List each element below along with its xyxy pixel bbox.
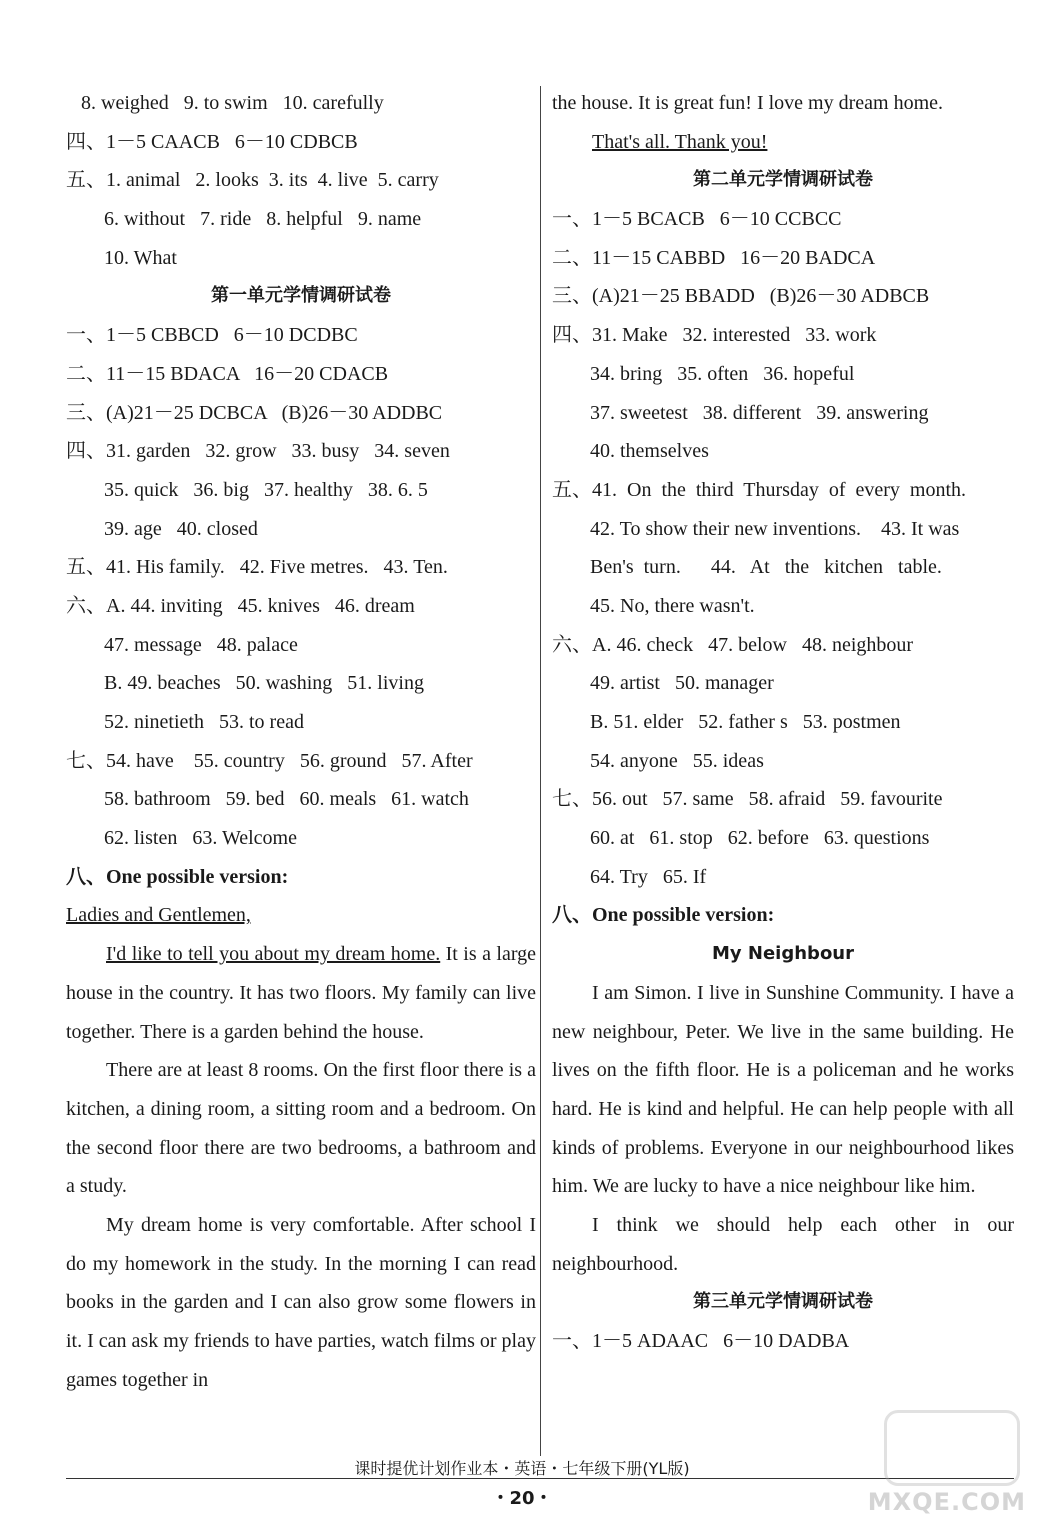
watermark-text: MXQE.COM [867,1488,1026,1516]
answer-line: 七、54. have 55. country 56. ground 57. After [66,749,473,772]
answer-line: 五、41. His family. 42. Five metres. 43. Ten. [66,556,448,579]
answer-line: 34. bring 35. often 36. hopeful [590,362,855,385]
essay-opening-sentence: I'd like to tell you about my dream home. [106,943,441,966]
essay-paragraph: I think we should help each other in our neighbourhood. [552,1214,1014,1275]
essay-continuation-line: the house. It is great fun! I love my dream home. [552,92,943,114]
answer-line: 47. message 48. palace [104,633,298,656]
essay-paragraph: My dream home is very comfortable. After school I do my homework in the study. In the morning I can read books in the garden and I can also grow some flowers in it. I can ask my friends to have parties, watch films or play games together in [66,1214,536,1391]
answer-line: 58. bathroom 59. bed 60. meals 61. watch [104,788,469,811]
answer-line: 64. Try 65. If [590,865,707,888]
essay-text: It is a large house in the country. It has two floors. My family can live together. There is a garden behind the house. [66,943,536,1043]
answer-line: Ben's turn. 44. At the kitchen table. [590,556,942,579]
answer-line: 四、31. garden 32. grow 33. busy 34. seven [66,440,450,463]
answer-line: 37. sweetest 38. different 39. answering [590,401,929,424]
answer-line: 49. artist 50. manager [590,672,774,695]
essay-paragraph [66,935,536,1051]
section-heading-unit3: 第三单元学情调研试卷 [693,1291,873,1313]
answer-line: 七、56. out 57. same 58. afraid 59. favourite [552,788,943,811]
answer-line: 52. ninetieth 53. to read [104,711,304,733]
answer-line: Ladies and Gentlemen, [66,904,251,927]
watermark-logo [867,1406,1026,1516]
answer-line: 二、11－15 CABBD 16－20 BADCA [552,246,876,269]
footer-title: 课时提优计划作业本・英语・七年级下册(YL版) [354,1459,690,1478]
answer-line: 一、1－5 BCACB 6－10 CCBCC [552,208,842,231]
left-column [66,84,536,1400]
essay-paragraph: There are at least 8 rooms. On the first floor there is a kitchen, a dining room, a sitting room and a bedroom. On the second floor there are two bedrooms, a bathroom and a study. [66,1059,536,1198]
answer-line: 8. weighed 9. to swim 10. carefully [66,92,384,114]
answer-line: 五、1. animal 2. looks 3. its 4. live 5. carry [66,169,439,192]
essay-closing: That's all. Thank you! [592,130,768,153]
answer-line: 六、A. 46. check 47. below 48. neighbour [552,633,914,656]
answer-line: 二、11－15 BDACA 16－20 CDACB [66,362,389,385]
answer-line: 10. What [104,246,177,269]
essay-paragraph: I am Simon. I live in Sunshine Community. I have a new neighbour, Peter. We live in the same building. He lives on the fifth floor. He is a policeman and he works hard. He is kind and helpful. He can help people with all kinds of problems. Everyone in our neighbourhood likes him. We are lucky to have a nice neighbour like him. [552,981,1014,1198]
answer-line: 三、(A)21－25 BBADD (B)26－30 ADBCB [552,285,930,308]
answer-line: 60. at 61. stop 62. before 63. questions [590,827,930,850]
answer-line: B. 51. elder 52. father s 53. postmen [590,711,901,733]
answer-line: 一、1－5 CBBCD 6－10 DCDBC [66,324,358,347]
column-divider [540,86,541,1456]
answer-line-unit3: 一、1－5 ADAAC 6－10 DADBA [552,1330,850,1353]
answer-line: 42. To show their new inventions. 43. It was [590,517,960,540]
answer-line: 39. age 40. closed [104,517,258,540]
footer-rule [66,1478,1014,1479]
answer-line: 6. without 7. ride 8. helpful 9. name [104,208,422,231]
section-heading: 第二单元学情调研试卷 [693,169,873,191]
section-heading: My Neighbour [712,943,854,965]
answer-line: 八、One possible version: [66,865,289,888]
answer-line: 62. listen 63. Welcome [104,827,297,850]
section-heading: 第一单元学情调研试卷 [211,285,391,307]
answer-line: 三、(A)21－25 DCBCA (B)26－30 ADDBC [66,401,443,424]
answer-line: 四、31. Make 32. interested 33. work [552,324,877,347]
answer-line: 六、A. 44. inviting 45. knives 46. dream [66,594,415,617]
watermark-seal-icon [884,1410,1020,1486]
answer-line: 35. quick 36. big 37. healthy 38. 6. 5 [104,478,428,501]
answer-line: 40. themselves [590,440,709,463]
page-number: ・20・ [491,1488,553,1509]
answer-line: 五、41. On the third Thursday of every month. [552,478,967,501]
answer-line: 八、One possible version: [552,904,775,927]
answer-line: 45. No, there wasn't. [590,594,755,617]
right-column [552,84,1014,1361]
answer-line: 四、1－5 CAACB 6－10 CDBCB [66,130,358,153]
answer-line: B. 49. beaches 50. washing 51. living [104,672,424,695]
answer-line: 54. anyone 55. ideas [590,749,764,772]
